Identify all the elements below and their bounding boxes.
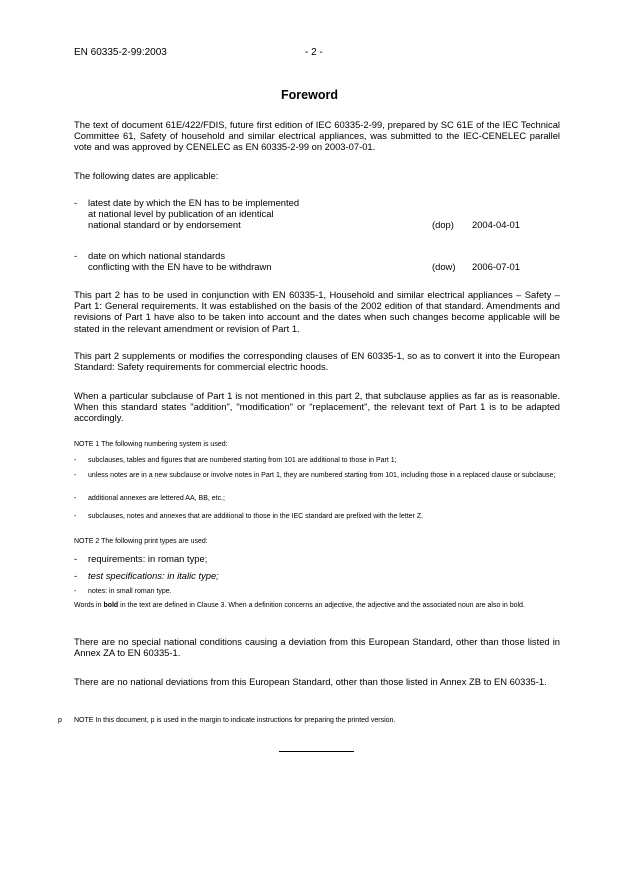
paragraph-part1-conjunction: This part 2 has to be used in conjunction with EN 60335-1, Household and similar electrical appliances – Safety – Part 1: General requirements. It was established on the basis of the 2002 edition of that standard. Amendments and revisions of Part 1 have also to be taken into account and the dates when such changes become applicable will be stated in the relevant amendment or revision of Part 1.	[74, 289, 560, 334]
note2-italic-item: test specifications: in italic type;	[88, 570, 219, 581]
date-item-text	[88, 197, 299, 231]
note2-small-item: notes: in small roman type.	[88, 588, 172, 595]
bold-note-word: bold	[103, 602, 119, 609]
list-dash: -	[74, 513, 77, 520]
date-item-dow	[74, 250, 560, 276]
note1-item: subclauses, tables and figures that are numbered starting from 101 are additional to those in Part 1;	[88, 457, 397, 464]
margin-marker: p	[58, 717, 62, 724]
paragraph-national-conditions: There are no special national conditions causing a deviation from this European Standard, other than those listed in Annex ZA to EN 60335-1.	[74, 636, 560, 659]
header-doc-id: EN 60335-2-99:2003	[74, 47, 167, 58]
bold-note-post: in the text are defined in Clause 3. When a definition concerns an adjective, the adjective and the associated noun are also in bold.	[118, 602, 525, 609]
date-value: 2004-04-01	[472, 219, 520, 230]
page-title: Foreword	[281, 88, 338, 102]
date-item-dop	[74, 197, 560, 237]
date-item-line: date on which national standards	[88, 250, 226, 261]
paragraph-national-deviations: There are no national deviations from this European Standard, other than those listed in Annex ZB to EN 60335-1.	[74, 676, 547, 687]
paragraph-supplements: This part 2 supplements or modifies the corresponding clauses of EN 60335-1, so as to convert it into the European Standard: Safety requirements for commercial electric hoods.	[74, 350, 560, 373]
list-dash: -	[74, 588, 77, 595]
list-dash: -	[74, 495, 77, 502]
paragraph-intro: The text of document 61E/422/FDIS, future first edition of IEC 60335-2-99, prepared by SC 61E of the IEC Technical Committee 61, Safety of household and similar electrical appliances, was submitted to the IEC-CENELEC parallel vote and was approved by CENELEC as EN 60335-2-99 on 2003-07-01.	[74, 119, 560, 153]
end-rule	[279, 751, 354, 752]
note1-item: subclauses, notes and annexes that are additional to those in the IEC standard are prefixed with the letter Z.	[88, 513, 424, 520]
list-dash: -	[74, 570, 78, 581]
date-code: (dop)	[432, 219, 454, 230]
note1-item: additional annexes are lettered AA, BB, etc.;	[88, 495, 225, 502]
header-page-number: - 2 -	[305, 47, 323, 58]
paragraph-dates-intro: The following dates are applicable:	[74, 170, 219, 181]
note2-roman-item: requirements: in roman type;	[88, 553, 208, 564]
date-code: (dow)	[432, 261, 456, 272]
list-dash: -	[74, 457, 77, 464]
date-item-line: at national level by publication of an identical	[88, 208, 274, 220]
note1-label: NOTE 1 The following numbering system is used:	[74, 441, 228, 448]
date-item-text	[88, 250, 271, 272]
date-value: 2006-07-01	[472, 261, 520, 272]
date-item-line: latest date by which the EN has to be implemented	[88, 197, 300, 208]
note2-label: NOTE 2 The following print types are used:	[74, 538, 208, 545]
bold-note-pre: Words in	[74, 602, 104, 609]
list-dash: -	[74, 197, 78, 208]
date-item-line: conflicting with the EN have to be withdrawn	[88, 261, 272, 273]
list-dash: -	[74, 250, 78, 261]
list-dash: -	[74, 472, 77, 479]
paragraph-subclause-rule: When a particular subclause of Part 1 is not mentioned in this part 2, that subclause applies as far as is reasonable. When this standard states "addition", "modification" or "replacement", the relevant text of Part 1 is to be adapted accordingly.	[74, 390, 560, 424]
list-dash: -	[74, 553, 78, 564]
date-item-line: national standard or by endorsement	[88, 219, 241, 231]
note1-item: unless notes are in a new subclause or involve notes in Part 1, they are numbered starting from 101, including those in a replaced clause or subclause;	[88, 472, 556, 479]
bold-definition-note	[74, 602, 560, 611]
margin-note-text: NOTE In this document, p is used in the margin to indicate instructions for preparing the printed version.	[74, 717, 396, 724]
